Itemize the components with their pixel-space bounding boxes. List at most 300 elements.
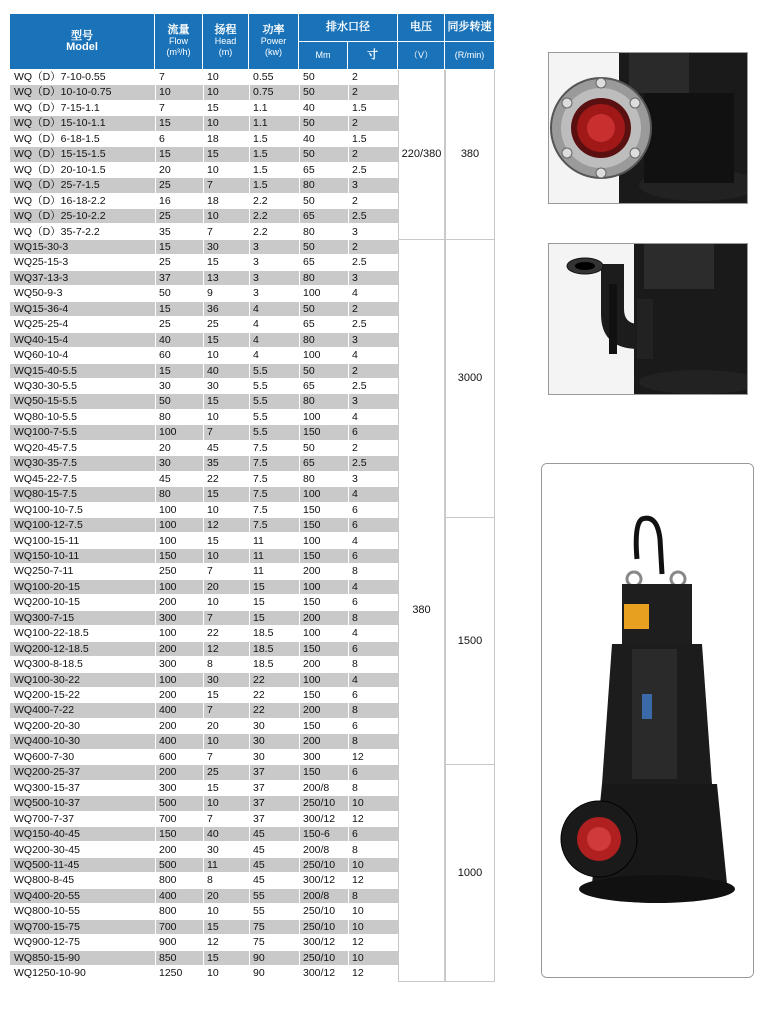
cell-outlet-inch: 3 [352,395,358,408]
column-divider [155,255,156,269]
column-divider [299,255,300,269]
cell-flow: 600 [159,750,177,763]
cell-flow: 80 [159,488,171,501]
column-divider [203,750,204,764]
cell-power: 7.5 [253,503,268,516]
column-divider [155,410,156,424]
speed-cell [445,765,495,981]
speed-label: 1500 [457,635,483,648]
cell-model: WQ100-12-7.5 [14,519,83,532]
table-row [10,178,398,193]
column-divider [155,333,156,347]
column-divider [249,827,250,841]
cell-head: 36 [207,302,219,315]
cell-outlet-mm: 80 [303,179,315,192]
cell-flow: 30 [159,380,171,392]
column-divider [249,163,250,177]
table-row [10,920,398,935]
cell-outlet-mm: 300/12 [303,812,336,825]
cell-outlet-mm: 65 [303,318,315,331]
cell-head: 7 [207,611,213,624]
table-row [10,147,398,162]
column-divider [155,595,156,609]
header-flow-zh: 流量 [167,24,190,36]
cell-flow: 15 [159,148,171,161]
column-divider [203,286,204,300]
column-divider [249,673,250,687]
cell-head: 12 [207,519,219,532]
column-divider [299,364,300,378]
cell-flow: 50 [159,287,171,300]
table-row [10,904,398,919]
cell-head: 7 [207,565,213,578]
column-divider [249,843,250,857]
column-divider [249,734,250,748]
table-row [10,487,398,502]
column-divider [203,580,204,594]
column-divider [299,549,300,563]
header-voltage-unit [398,42,445,70]
column-divider [299,178,300,192]
column-divider [299,487,300,501]
voltage-cell [398,240,445,982]
cell-outlet-inch: 1.5 [352,132,367,145]
cell-model: WQ（D）7-10-0.55 [14,71,106,83]
column-divider [348,85,349,99]
column-divider [155,765,156,779]
header-outlet [299,14,398,42]
cell-outlet-inch: 10 [352,858,364,871]
column-divider [299,194,300,208]
column-divider [299,580,300,594]
cell-outlet-inch: 6 [352,689,358,701]
column-divider [348,935,349,949]
cell-outlet-mm: 300 [303,750,321,763]
header-speed-zh: 同步转速 [447,21,492,33]
column-divider [203,503,204,517]
cell-outlet-inch: 8 [352,889,358,902]
cell-outlet-inch: 8 [352,658,358,671]
column-divider [348,425,349,439]
cell-outlet-mm: 80 [303,395,315,408]
table-row [10,549,398,564]
cell-flow: 100 [159,673,177,686]
cell-outlet-mm: 100 [303,287,321,300]
column-divider [155,472,156,486]
cell-model: WQ500-10-37 [14,797,80,810]
cell-outlet-inch: 8 [352,735,358,748]
column-divider [299,796,300,810]
cell-head: 15 [207,951,219,964]
header-head-en: Head [214,36,237,46]
column-divider [249,703,250,717]
cell-flow: 15 [159,364,171,377]
cell-outlet-mm: 80 [303,333,315,346]
column-divider [299,101,300,115]
cell-outlet-mm: 100 [303,488,321,501]
cell-flow: 200 [159,766,177,779]
header-speed [445,14,495,42]
cell-model: WQ700-7-37 [14,812,75,825]
column-divider [155,425,156,439]
cell-flow: 40 [159,333,171,346]
column-divider [348,873,349,887]
column-divider [249,595,250,609]
column-divider [203,487,204,501]
column-divider [299,595,300,609]
cell-outlet-mm: 100 [303,410,321,423]
cell-head: 18 [207,194,219,207]
cell-flow: 200 [159,689,177,701]
column-divider [249,873,250,887]
column-divider [249,642,250,656]
cell-outlet-mm: 150 [303,766,321,779]
column-divider [348,132,349,146]
column-divider [348,688,349,702]
table-row [10,348,398,363]
column-divider [299,626,300,640]
column-divider [348,796,349,810]
cell-model: WQ200-12-18.5 [14,642,89,655]
column-divider [249,935,250,949]
column-divider [348,163,349,177]
cell-head: 18 [207,132,219,145]
cell-outlet-mm: 50 [303,86,315,99]
cell-outlet-mm: 200 [303,611,321,624]
column-divider [155,642,156,656]
column-divider [249,920,250,934]
column-divider [155,534,156,548]
table-row [10,70,398,85]
column-divider [155,564,156,578]
table-row [10,843,398,858]
cell-outlet-mm: 200 [303,658,321,671]
pump-photo-hose [548,243,748,395]
cell-model: WQ500-11-45 [14,858,80,871]
column-divider [203,302,204,316]
column-divider [348,719,349,733]
column-divider [348,642,349,656]
column-divider [299,116,300,130]
cell-model: WQ37-13-3 [14,271,69,284]
cell-outlet-inch: 3 [352,179,358,192]
column-divider [299,456,300,470]
column-divider [299,410,300,424]
column-divider [348,781,349,795]
column-divider [249,549,250,563]
column-divider [299,657,300,671]
column-divider [155,364,156,378]
cell-outlet-inch: 2.5 [352,457,367,470]
cell-outlet-mm: 150 [303,519,321,532]
column-divider [203,673,204,687]
cell-power: 7.5 [253,488,268,501]
cell-power: 37 [253,766,265,779]
cell-outlet-inch: 10 [352,905,364,918]
column-divider [203,703,204,717]
cell-outlet-inch: 6 [352,519,358,532]
cell-power: 2.2 [253,225,268,238]
cell-power: 3 [253,287,259,300]
cell-head: 10 [207,549,219,562]
column-divider [348,456,349,470]
cell-power: 3 [253,256,259,269]
column-divider [203,951,204,965]
column-divider [203,271,204,285]
table-row [10,364,398,379]
cell-head: 20 [207,719,219,732]
cell-outlet-inch: 4 [352,349,358,362]
cell-head: 15 [207,920,219,933]
cell-head: 15 [207,689,219,701]
column-divider [249,255,250,269]
cell-head: 30 [207,240,219,253]
cell-power: 5.5 [253,426,268,439]
table-row [10,302,398,317]
table-row [10,719,398,734]
cell-outlet-inch: 6 [352,503,358,516]
column-divider [155,904,156,918]
cell-head: 10 [207,117,219,130]
column-divider [203,441,204,455]
cell-head: 10 [207,210,219,223]
cell-flow: 700 [159,920,177,933]
column-divider [203,425,204,439]
cell-model: WQ（D）10-10-0.75 [14,86,112,99]
column-divider [299,873,300,887]
column-divider [203,873,204,887]
column-divider [299,472,300,486]
column-divider [348,394,349,408]
cell-power: 22 [253,704,265,717]
cell-model: WQ700-15-75 [14,920,80,933]
column-divider [203,472,204,486]
column-divider [155,858,156,872]
column-divider [203,843,204,857]
column-divider [348,904,349,918]
cell-flow: 800 [159,874,177,887]
column-divider [348,750,349,764]
cell-power: 30 [253,719,265,732]
column-divider [249,487,250,501]
cell-power: 1.5 [253,132,268,145]
cell-model: WQ50-9-3 [14,287,63,300]
cell-flow: 100 [159,580,177,593]
column-divider [203,966,204,980]
cell-power: 7.5 [253,519,268,532]
cell-model: WQ400-10-30 [14,735,80,748]
cell-model: WQ45-22-7.5 [14,472,78,485]
cell-power: 18.5 [253,642,274,655]
cell-model: WQ（D）7-15-1.1 [14,101,100,114]
pump-full-image [542,464,753,977]
column-divider [249,85,250,99]
table-row [10,333,398,348]
cell-outlet-mm: 200/8 [303,781,330,794]
header-model [10,14,155,70]
cell-head: 22 [207,627,219,640]
column-divider [249,317,250,331]
cell-outlet-inch: 4 [352,673,358,686]
cell-head: 10 [207,71,219,83]
cell-model: WQ100-20-15 [14,580,80,593]
column-divider [348,70,349,84]
cell-model: WQ600-7-30 [14,750,75,763]
column-divider [299,611,300,625]
column-divider [155,966,156,980]
cell-outlet-inch: 8 [352,704,358,717]
column-divider [249,209,250,223]
cell-model: WQ（D）15-10-1.1 [14,117,106,130]
cell-model: WQ300-15-37 [14,781,80,794]
column-divider [203,549,204,563]
cell-outlet-mm: 300/12 [303,874,336,887]
cell-outlet-inch: 2 [352,240,358,253]
cell-outlet-mm: 100 [303,534,321,547]
cell-model: WQ100-22-18.5 [14,627,89,640]
cell-outlet-mm: 50 [303,240,315,253]
speed-cell [445,240,495,518]
column-divider [155,935,156,949]
cell-outlet-inch: 4 [352,410,358,423]
cell-model: WQ25-25-4 [14,318,69,331]
cell-outlet-mm: 40 [303,101,315,114]
column-divider [203,595,204,609]
cell-head: 8 [207,874,213,887]
column-divider [348,858,349,872]
column-divider [203,858,204,872]
column-divider [155,827,156,841]
cell-flow: 400 [159,889,177,902]
column-divider [249,225,250,239]
cell-flow: 100 [159,503,177,516]
cell-power: 45 [253,843,265,856]
cell-model: WQ（D）6-18-1.5 [14,132,100,145]
column-divider [155,611,156,625]
column-divider [203,70,204,84]
header-outlet-mm [299,42,348,70]
cell-outlet-inch: 2 [352,86,358,99]
column-divider [155,101,156,115]
table-row [10,873,398,888]
column-divider [249,765,250,779]
table-row [10,827,398,842]
speed-cell [445,70,495,240]
table-row [10,642,398,657]
cell-outlet-inch: 4 [352,627,358,640]
cell-power: 75 [253,936,265,949]
column-divider [155,441,156,455]
cell-outlet-inch: 4 [352,287,358,300]
cell-outlet-mm: 100 [303,580,321,593]
table-row [10,209,398,224]
column-divider [299,719,300,733]
header-outlet-inch-label: 寸 [367,49,378,61]
cell-model: WQ（D）20-10-1.5 [14,163,106,176]
cell-model: WQ80-15-7.5 [14,488,78,501]
cell-model: WQ25-15-3 [14,256,69,269]
cell-head: 30 [207,673,219,686]
column-divider [249,719,250,733]
header-power-zh: 功率 [262,24,285,36]
cell-head: 15 [207,781,219,794]
cell-model: WQ100-15-11 [14,534,80,547]
cell-power: 45 [253,858,265,871]
column-divider [348,812,349,826]
column-divider [203,920,204,934]
column-divider [299,889,300,903]
cell-outlet-mm: 150 [303,719,321,732]
cell-head: 25 [207,766,219,779]
column-divider [249,394,250,408]
column-divider [348,734,349,748]
cell-outlet-inch: 6 [352,642,358,655]
cell-head: 12 [207,936,219,949]
cell-outlet-inch: 6 [352,596,358,609]
column-divider [348,333,349,347]
cell-head: 12 [207,642,219,655]
table-row [10,194,398,209]
column-divider [249,611,250,625]
cell-outlet-mm: 50 [303,117,315,130]
cell-power: 90 [253,951,265,964]
cell-power: 2.2 [253,194,268,207]
cell-outlet-inch: 2 [352,441,358,454]
column-divider [203,781,204,795]
column-divider [348,673,349,687]
cell-head: 10 [207,86,219,99]
cell-outlet-mm: 150 [303,503,321,516]
cell-outlet-inch: 12 [352,750,364,763]
table-row [10,611,398,626]
column-divider [299,302,300,316]
header-outlet-inch [348,42,398,70]
table-row [10,286,398,301]
cell-flow: 100 [159,426,177,439]
cell-flow: 37 [159,271,171,284]
column-divider [249,796,250,810]
cell-head: 15 [207,101,219,114]
cell-model: WQ60-10-4 [14,349,69,362]
column-divider [348,472,349,486]
cell-flow: 7 [159,101,165,114]
cell-flow: 25 [159,318,171,331]
column-divider [155,271,156,285]
cell-flow: 200 [159,596,177,609]
cell-outlet-inch: 3 [352,271,358,284]
cell-flow: 800 [159,905,177,918]
cell-outlet-mm: 200/8 [303,889,330,902]
table-row [10,240,398,255]
cell-outlet-mm: 150 [303,596,321,609]
cell-flow: 100 [159,627,177,640]
column-divider [299,425,300,439]
column-divider [155,178,156,192]
cell-flow: 200 [159,642,177,655]
column-divider [299,734,300,748]
cell-flow: 20 [159,441,171,454]
table-row [10,534,398,549]
column-divider [203,642,204,656]
cell-model: WQ（D）35-7-2.2 [14,225,100,238]
cell-power: 15 [253,580,265,593]
column-divider [203,904,204,918]
cell-power: 55 [253,905,265,918]
column-divider [203,534,204,548]
column-divider [299,673,300,687]
cell-outlet-inch: 12 [352,967,364,980]
column-divider [249,750,250,764]
